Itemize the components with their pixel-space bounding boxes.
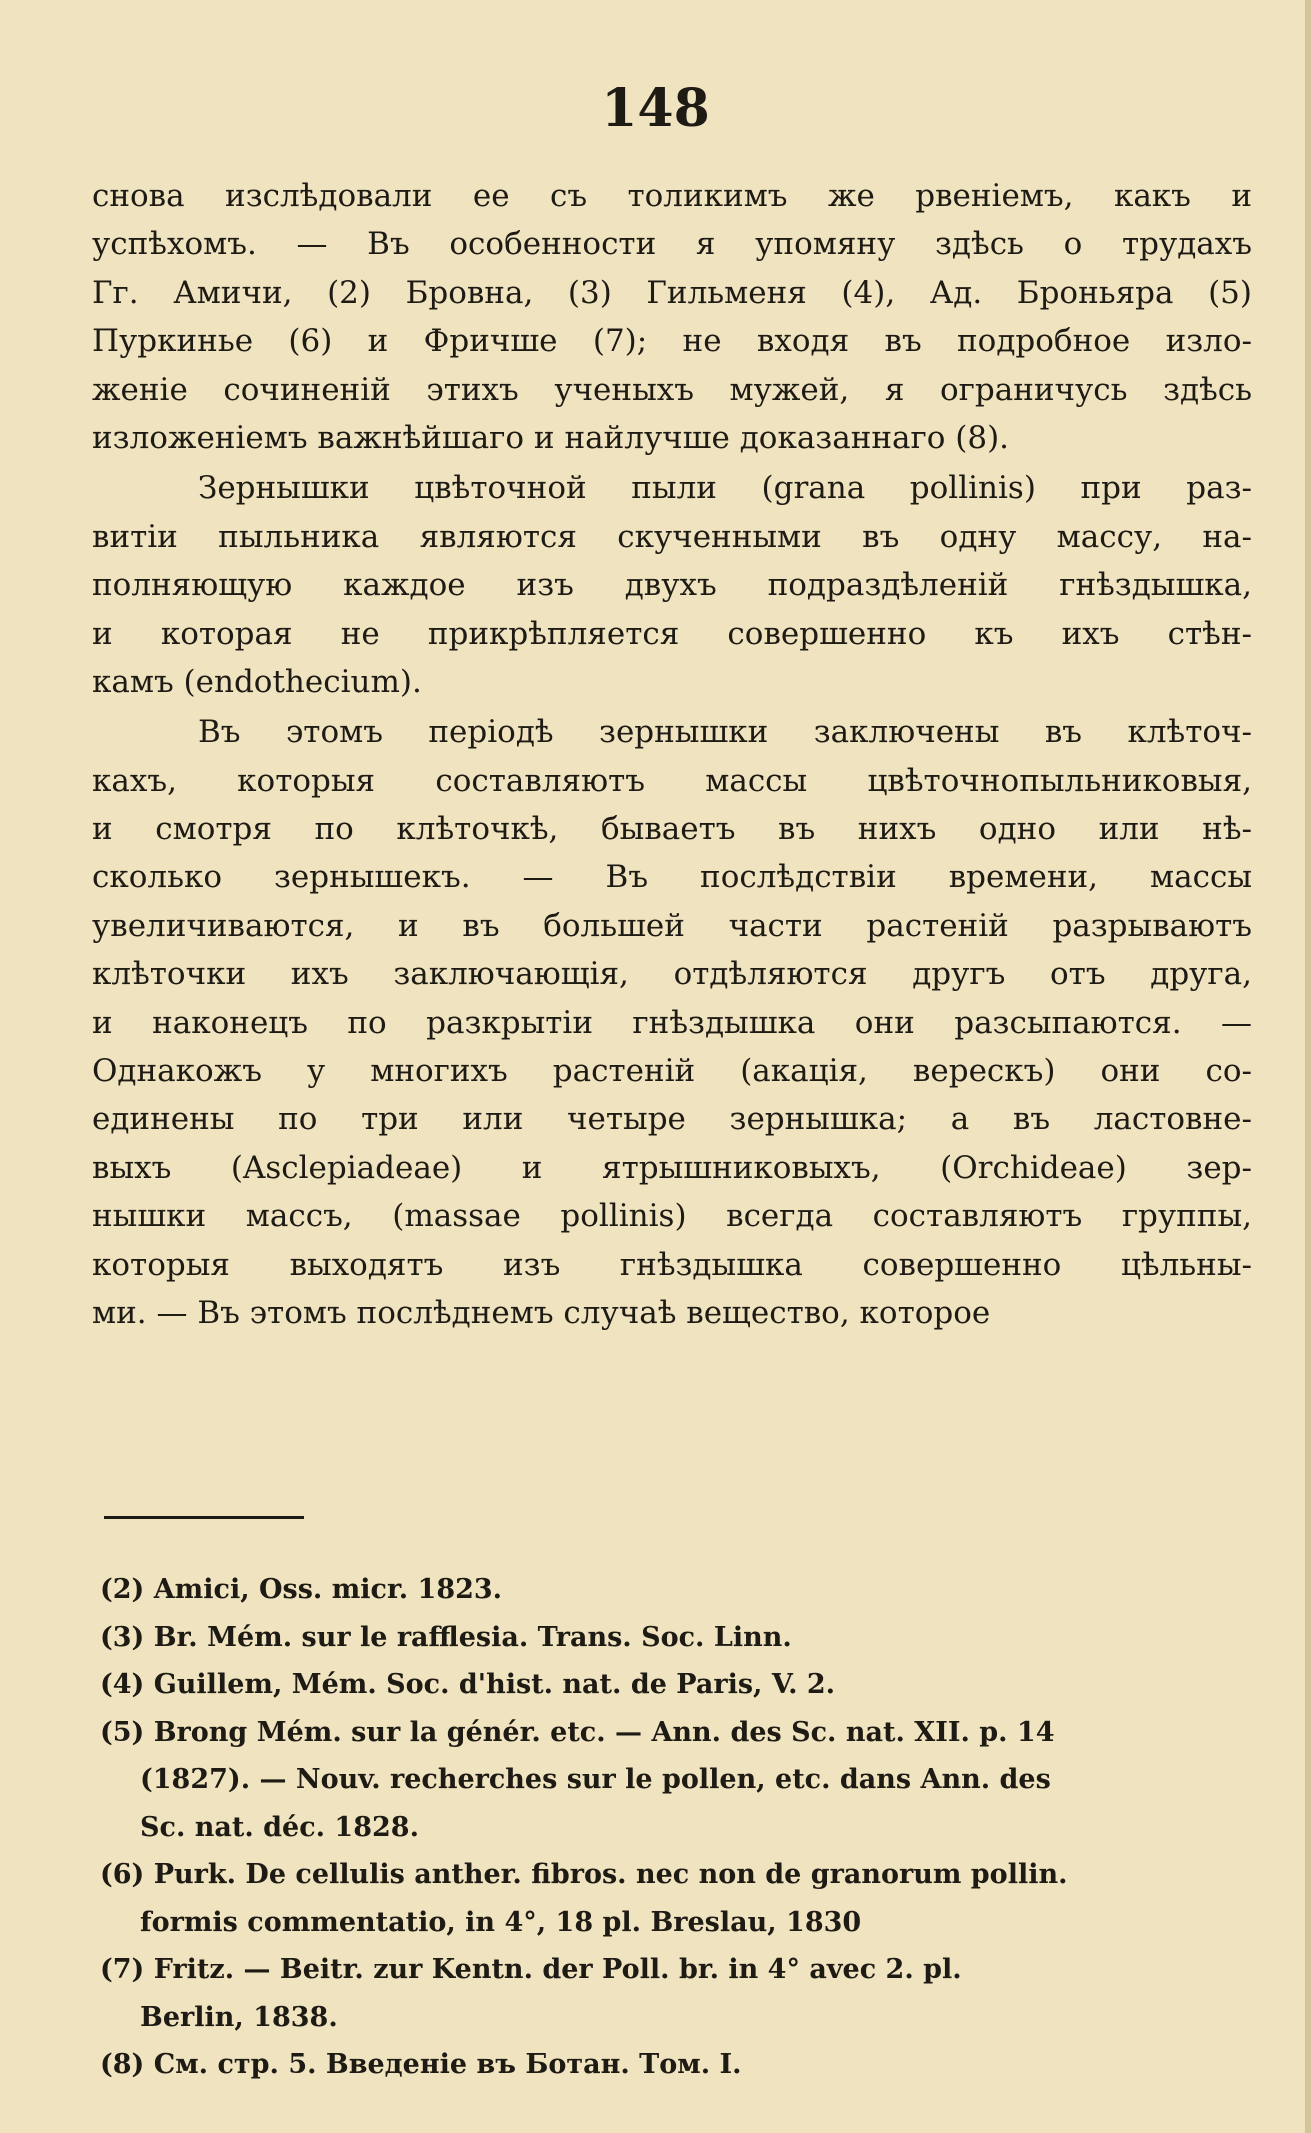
footnote-line: Sc. nat. déc. 1828. (140, 1811, 419, 1843)
footnote-line: (8) См. стр. 5. Введеніе въ Ботан. Том. I. (100, 2049, 742, 2080)
text-line: изложеніемъ важнѣйшаго и найлучше доказаннаго (8). (92, 419, 1010, 456)
text-line: женіе сочиненій этихъ ученыхъ мужей, я ограничусь здѣсь (92, 371, 1252, 408)
footnote (100, 1661, 1250, 1709)
footnote (100, 2041, 1250, 2089)
text-line: камъ (endothecium). (92, 663, 422, 700)
text-line: Пуркинье (6) и Фричше (7); не входя въ подробное изло- (92, 323, 1252, 360)
text-line: успѣхомъ. — Въ особенности я упомяну здѣсь о трудахъ (92, 226, 1252, 263)
text-line: и наконецъ по разкрытіи гнѣздышка они разсыпаются. — (92, 1004, 1252, 1041)
paragraph (92, 708, 1252, 1337)
text-line: и смотря по клѣточкѣ, бываетъ въ нихъ одно или нѣ- (92, 811, 1252, 848)
footnote (100, 1851, 1250, 1946)
text-line: единены по три или четыре зернышка; а въ ластовне- (92, 1101, 1252, 1138)
text-line: ми. — Въ этомъ послѣднемъ случаѣ вещество, которое (92, 1294, 991, 1331)
text-line: полняющую каждое изъ двухъ подраздѣленій гнѣздышка, (92, 567, 1252, 604)
footnote-line: (3) Br. Mém. sur le rafflesia. Trans. Soc. Linn. (100, 1621, 792, 1653)
footnote-line: (5) Brong Mém. sur la génér. etc. — Ann. des Sc. nat. XII. p. 14 (100, 1716, 1055, 1748)
footnote-separator (104, 1516, 304, 1519)
paragraph (92, 464, 1252, 706)
text-line: Зернышки цвѣточной пыли (grana pollinis) при раз- (198, 470, 1252, 507)
text-line: нышки массъ, (massae pollinis) всегда составляютъ группы, (92, 1198, 1252, 1235)
text-line: витіи пыльника являются скученными въ одну массу, на- (92, 518, 1252, 555)
footnote-line: (2) Amici, Oss. micr. 1823. (100, 1574, 503, 1605)
text-line: сколько зернышекъ. — Въ послѣдствіи времени, массы (92, 859, 1252, 896)
footnote (100, 1614, 1250, 1662)
text-line: Однакожъ у многихъ растеній (акація, верескъ) они со- (92, 1053, 1252, 1090)
footnote-line: (1827). — Nouv. recherches sur le pollen, etc. dans Ann. des (140, 1764, 1051, 1795)
text-line: Въ этомъ періодѣ зернышки заключены въ клѣточ- (198, 714, 1252, 751)
text-line: Гг. Амичи, (2) Бровна, (3) Гильменя (4), Ад. Броньяра (5) (92, 274, 1252, 311)
footnote (100, 1946, 1250, 2041)
footnote-line: Berlin, 1838. (140, 2001, 338, 2033)
text-line: увеличиваются, и въ большей части растеній разрываютъ (92, 907, 1252, 944)
footnotes (100, 1566, 1250, 2089)
text-line: которыя выходятъ изъ гнѣздышка совершенно цѣльны- (92, 1246, 1252, 1283)
body-text (92, 172, 1252, 1339)
footnote-line: (4) Guillem, Mém. Soc. d'hist. nat. de Paris, V. 2. (100, 1669, 836, 1700)
text-line: клѣточки ихъ заключающія, отдѣляются другъ отъ друга, (92, 956, 1252, 993)
text-line: кахъ, которыя составляютъ массы цвѣточнопыльниковыя, (92, 762, 1252, 799)
page-number: 148 (601, 78, 710, 139)
text-line: и которая не прикрѣпляется совершенно къ ихъ стѣн- (92, 615, 1252, 652)
footnote (100, 1566, 1250, 1614)
text-line: снова изслѣдовали ее съ толикимъ же рвеніемъ, какъ и (92, 178, 1252, 214)
footnote (100, 1709, 1250, 1852)
text-line: выхъ (Asclepiadeae) и ятрышниковыхъ, (Orchideae) зер- (92, 1149, 1252, 1186)
footnote-line: (6) Purk. De cellulis anther. fibros. nec non de granorum pollin. (100, 1859, 1068, 1890)
footnote-line: (7) Fritz. — Beitr. zur Kentn. der Poll. br. in 4° avec 2. pl. (100, 1954, 962, 1985)
footnote-line: formis commentatio, in 4°, 18 pl. Breslau, 1830 (140, 1906, 862, 1938)
paragraph (92, 172, 1252, 462)
